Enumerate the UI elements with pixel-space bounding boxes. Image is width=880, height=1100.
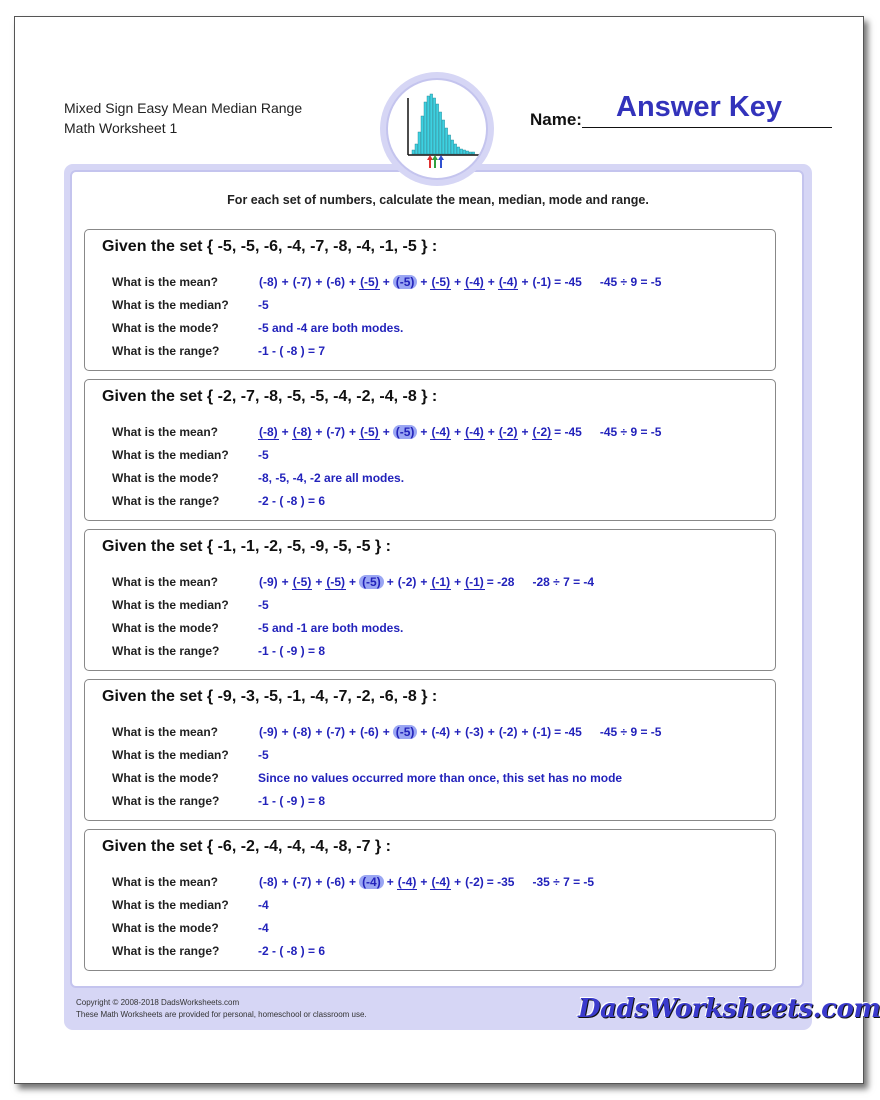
sum-term: (-4) bbox=[397, 875, 417, 889]
plus-sign: + bbox=[420, 275, 428, 289]
median-term-highlight: (-4) bbox=[359, 875, 384, 889]
division-result: -35 ÷ 7 = -5 bbox=[532, 875, 595, 889]
set-title: Given the set { -1, -1, -2, -5, -9, -5, -5 } : bbox=[102, 538, 391, 555]
mode-question: What is the mode? bbox=[112, 471, 219, 485]
plus-sign: + bbox=[454, 425, 462, 439]
mode-question: What is the mode? bbox=[112, 621, 219, 635]
range-question: What is the range? bbox=[112, 944, 220, 958]
mode-answer: -8, -5, -4, -2 are all modes. bbox=[258, 471, 405, 485]
plus-sign: + bbox=[487, 425, 495, 439]
sum-term: (-8) bbox=[259, 275, 278, 289]
mean-row bbox=[112, 875, 762, 895]
logo-badge bbox=[380, 72, 494, 186]
worksheet-title bbox=[64, 98, 302, 138]
sum-term: (-4) bbox=[431, 725, 451, 739]
sum-term: (-4) bbox=[431, 875, 451, 889]
sum-term: (-7) bbox=[326, 425, 346, 439]
sum-term: (-5) bbox=[292, 575, 312, 589]
copyright-text: Copyright © 2008-2018 DadsWorksheets.com bbox=[76, 998, 240, 1007]
mean-question: What is the mean? bbox=[112, 275, 219, 289]
sum-term: (-4) bbox=[465, 425, 484, 439]
mean-answer bbox=[258, 575, 594, 590]
set-title: Given the set { -5, -5, -6, -4, -7, -8, -4, -1, -5 } : bbox=[102, 238, 438, 255]
plus-sign: + bbox=[349, 425, 357, 439]
plus-sign: + bbox=[349, 875, 357, 889]
usage-notice: These Math Worksheets are provided for personal, homeschool or classroom use. bbox=[76, 1010, 367, 1019]
range-answer: -2 - ( -8 ) = 6 bbox=[258, 494, 326, 508]
median-question: What is the median? bbox=[112, 298, 229, 312]
plus-sign: + bbox=[349, 725, 357, 739]
sum-term: (-5) bbox=[326, 575, 346, 589]
median-question: What is the median? bbox=[112, 898, 229, 912]
plus-sign: + bbox=[315, 575, 323, 589]
sum-term: (-5) bbox=[431, 275, 451, 289]
set-title: Given the set { -6, -2, -4, -4, -4, -8, -7 } : bbox=[102, 838, 391, 855]
plus-sign: + bbox=[454, 725, 462, 739]
sum-term: (-1) bbox=[431, 575, 451, 589]
sum-term: (-9) bbox=[259, 575, 278, 589]
sum-term: (-9) bbox=[259, 725, 278, 739]
median-answer: -5 bbox=[258, 748, 269, 762]
plus-sign: + bbox=[281, 575, 289, 589]
sum-term: (-7) bbox=[292, 875, 312, 889]
sum-term: (-1) bbox=[532, 275, 552, 289]
footer-notice bbox=[76, 997, 367, 1021]
mode-answer: -4 bbox=[258, 921, 269, 935]
mode-row bbox=[112, 321, 762, 341]
range-question: What is the range? bbox=[112, 794, 220, 808]
sum-term: (-8) bbox=[259, 425, 278, 439]
sum-term: (-8) bbox=[259, 875, 278, 889]
plus-sign: + bbox=[521, 275, 529, 289]
set-title: Given the set { -2, -7, -8, -5, -5, -4, -2, -4, -8 } : bbox=[102, 388, 438, 405]
plus-sign: + bbox=[382, 275, 390, 289]
problem-box bbox=[84, 529, 776, 671]
plus-sign: + bbox=[315, 875, 323, 889]
set-title: Given the set { -9, -3, -5, -1, -4, -7, -2, -6, -8 } : bbox=[102, 688, 438, 705]
mean-row bbox=[112, 725, 762, 745]
mode-answer: Since no values occurred more than once, this set has no mode bbox=[258, 771, 623, 785]
mode-row bbox=[112, 921, 762, 941]
plus-sign: + bbox=[420, 725, 428, 739]
range-row bbox=[112, 794, 762, 814]
sum-result: = -45 bbox=[554, 725, 582, 739]
mean-answer bbox=[258, 875, 594, 890]
median-question: What is the median? bbox=[112, 598, 229, 612]
plus-sign: + bbox=[315, 425, 323, 439]
division-result: -28 ÷ 7 = -4 bbox=[532, 575, 595, 589]
mode-row bbox=[112, 471, 762, 491]
mean-question: What is the mean? bbox=[112, 725, 219, 739]
median-row bbox=[112, 898, 762, 918]
sum-term: (-4) bbox=[431, 425, 451, 439]
title-line-2: Math Worksheet 1 bbox=[64, 120, 178, 136]
problem-box bbox=[84, 229, 776, 371]
sum-term: (-2) bbox=[397, 575, 417, 589]
range-question: What is the range? bbox=[112, 344, 220, 358]
plus-sign: + bbox=[420, 575, 428, 589]
plus-sign: + bbox=[382, 725, 390, 739]
mean-row bbox=[112, 425, 762, 445]
mode-answer: -5 and -4 are both modes. bbox=[258, 321, 404, 335]
median-term-highlight: (-5) bbox=[393, 725, 418, 739]
mean-question: What is the mean? bbox=[112, 575, 219, 589]
median-answer: -5 bbox=[258, 598, 269, 612]
dadsworksheets-logo: DadsWorksheets.com bbox=[578, 994, 880, 1024]
mean-question: What is the mean? bbox=[112, 875, 219, 889]
median-question: What is the median? bbox=[112, 448, 229, 462]
mode-question: What is the mode? bbox=[112, 921, 219, 935]
plus-sign: + bbox=[386, 875, 394, 889]
sum-term: (-3) bbox=[465, 725, 484, 739]
plus-sign: + bbox=[281, 725, 289, 739]
median-term-highlight: (-5) bbox=[393, 275, 418, 289]
instructions: For each set of numbers, calculate the mean, median, mode and range. bbox=[227, 193, 649, 207]
range-answer: -1 - ( -9 ) = 8 bbox=[258, 794, 326, 808]
plus-sign: + bbox=[454, 575, 462, 589]
median-term-highlight: (-5) bbox=[359, 575, 384, 589]
plus-sign: + bbox=[487, 725, 495, 739]
plus-sign: + bbox=[281, 275, 289, 289]
plus-sign: + bbox=[454, 275, 462, 289]
mean-answer bbox=[258, 425, 661, 440]
sum-term: (-2) bbox=[465, 875, 484, 889]
sum-result: = -28 bbox=[486, 575, 515, 589]
name-field bbox=[530, 88, 832, 130]
range-answer: -1 - ( -8 ) = 7 bbox=[258, 344, 326, 358]
sum-term: (-6) bbox=[360, 725, 379, 739]
plus-sign: + bbox=[382, 425, 390, 439]
division-result: -45 ÷ 9 = -5 bbox=[599, 425, 662, 439]
problem-box bbox=[84, 379, 776, 521]
mode-answer: -5 and -1 are both modes. bbox=[258, 621, 404, 635]
name-underline bbox=[582, 127, 832, 128]
sum-term: (-2) bbox=[498, 725, 518, 739]
mode-row bbox=[112, 621, 762, 641]
title-line-1: Mixed Sign Easy Mean Median Range bbox=[64, 100, 303, 116]
range-row bbox=[112, 494, 762, 514]
range-answer: -2 - ( -8 ) = 6 bbox=[258, 944, 326, 958]
median-row bbox=[112, 298, 762, 318]
plus-sign: + bbox=[281, 875, 289, 889]
sum-result: = -35 bbox=[486, 875, 515, 889]
mode-row bbox=[112, 771, 762, 791]
plus-sign: + bbox=[420, 425, 428, 439]
plus-sign: + bbox=[349, 575, 357, 589]
sum-term: (-6) bbox=[326, 275, 346, 289]
range-answer: -1 - ( -9 ) = 8 bbox=[258, 644, 326, 658]
range-question: What is the range? bbox=[112, 644, 220, 658]
sum-term: (-4) bbox=[465, 275, 484, 289]
sum-term: (-8) bbox=[292, 725, 312, 739]
mode-question: What is the mode? bbox=[112, 321, 219, 335]
range-question: What is the range? bbox=[112, 494, 220, 508]
plus-sign: + bbox=[521, 425, 529, 439]
mean-row bbox=[112, 575, 762, 595]
range-row bbox=[112, 344, 762, 364]
mean-answer bbox=[258, 725, 661, 739]
division-result: -45 ÷ 9 = -5 bbox=[599, 275, 662, 289]
plus-sign: + bbox=[349, 275, 357, 289]
plus-sign: + bbox=[521, 725, 529, 739]
sum-term: (-6) bbox=[326, 875, 346, 889]
problem-box bbox=[84, 679, 776, 821]
median-question: What is the median? bbox=[112, 748, 229, 762]
sum-term: (-4) bbox=[498, 275, 518, 289]
mean-answer bbox=[258, 275, 661, 290]
mean-question: What is the mean? bbox=[112, 425, 219, 439]
sum-term: (-5) bbox=[360, 425, 379, 439]
sum-term: (-1) bbox=[465, 575, 484, 589]
median-answer: -5 bbox=[258, 298, 269, 312]
median-term-highlight: (-5) bbox=[393, 425, 418, 439]
range-row bbox=[112, 644, 762, 664]
median-answer: -4 bbox=[258, 898, 269, 912]
problem-box bbox=[84, 829, 776, 971]
plus-sign: + bbox=[315, 275, 323, 289]
sum-term: (-2) bbox=[498, 425, 518, 439]
mode-question: What is the mode? bbox=[112, 771, 219, 785]
sum-result: = -45 bbox=[554, 275, 582, 289]
median-row bbox=[112, 448, 762, 468]
plus-sign: + bbox=[386, 575, 394, 589]
sum-term: (-7) bbox=[292, 275, 312, 289]
name-label: Name: bbox=[530, 110, 582, 129]
division-result: -45 ÷ 9 = -5 bbox=[599, 725, 662, 739]
plus-sign: + bbox=[315, 725, 323, 739]
sum-term: (-2) bbox=[532, 425, 552, 439]
sum-term: (-7) bbox=[326, 725, 346, 739]
bell-curve-histogram-icon bbox=[386, 78, 488, 180]
median-answer: -5 bbox=[258, 448, 269, 462]
plus-sign: + bbox=[487, 275, 495, 289]
sum-result: = -45 bbox=[554, 425, 582, 439]
plus-sign: + bbox=[420, 875, 428, 889]
mean-row bbox=[112, 275, 762, 295]
plus-sign: + bbox=[454, 875, 462, 889]
median-row bbox=[112, 598, 762, 618]
plus-sign: + bbox=[281, 425, 289, 439]
sum-term: (-5) bbox=[360, 275, 379, 289]
sum-term: (-1) bbox=[532, 725, 552, 739]
answer-key-label: Answer Key bbox=[616, 91, 783, 123]
range-row bbox=[112, 944, 762, 964]
sum-term: (-8) bbox=[292, 425, 312, 439]
median-row bbox=[112, 748, 762, 768]
